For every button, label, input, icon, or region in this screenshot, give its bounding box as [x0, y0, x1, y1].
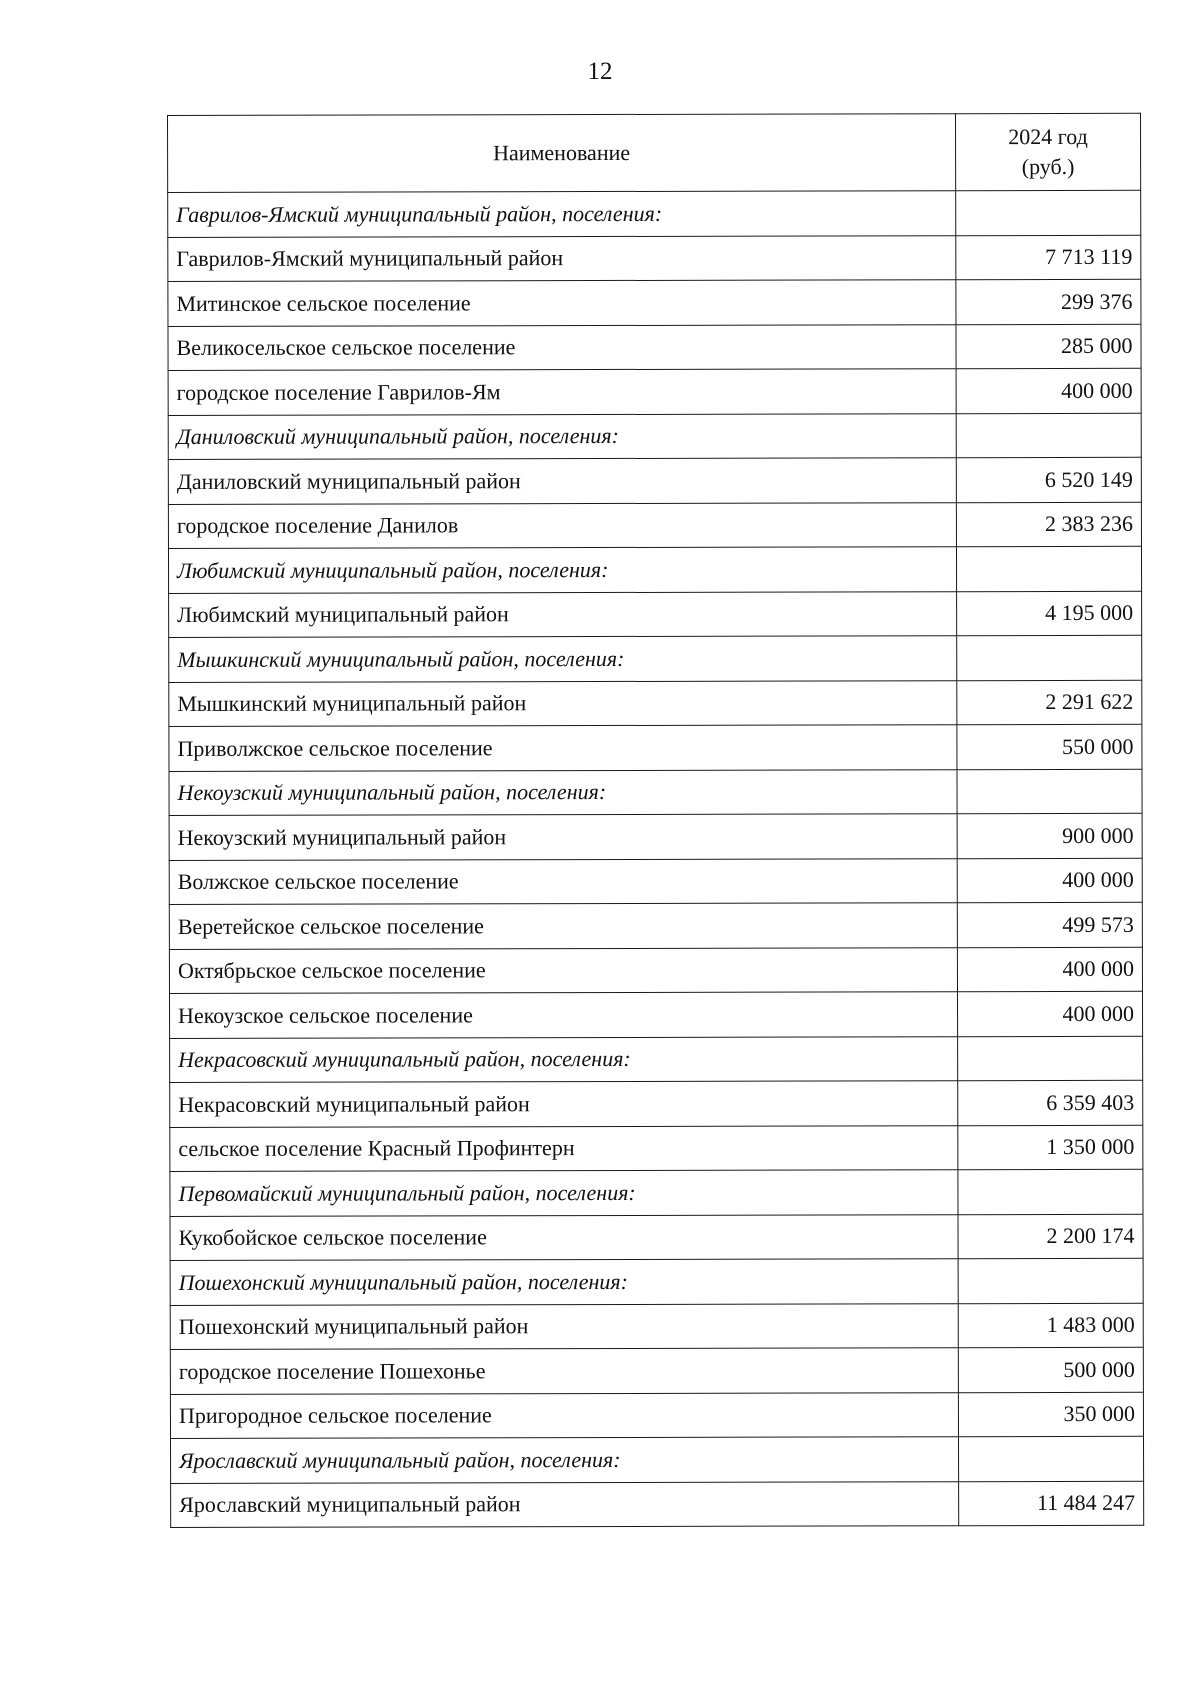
group-header-row [170, 1036, 1143, 1083]
table-row [170, 1303, 1143, 1350]
page-number: 12 [587, 58, 613, 85]
row-value: 2 291 622 [957, 680, 1142, 725]
row-value: 6 520 149 [956, 457, 1141, 502]
row-name: сельское поселение Красный Профинтерн [170, 1125, 958, 1171]
group-header-row [170, 1258, 1143, 1305]
row-name: Великосельское сельское поселение [168, 324, 956, 370]
group-title: Мышкинский муниципальный район, поселения: [169, 636, 957, 682]
table-body [168, 190, 1144, 1527]
group-header-row [168, 190, 1141, 237]
table-row [168, 279, 1141, 326]
group-header-row [170, 1169, 1143, 1216]
table-row [170, 1080, 1143, 1127]
table-row [169, 858, 1142, 905]
group-header-row [169, 769, 1142, 816]
row-name: городское поселение Пошехонье [170, 1348, 958, 1394]
row-value: 400 000 [957, 991, 1142, 1036]
row-value: 299 376 [956, 279, 1141, 324]
row-value: 1 350 000 [958, 1125, 1143, 1170]
row-value: 350 000 [958, 1392, 1143, 1437]
row-value [957, 769, 1142, 814]
group-title: Первомайский муниципальный район, поселения: [170, 1170, 958, 1216]
row-value: 400 000 [956, 368, 1141, 413]
row-value [958, 1258, 1143, 1303]
group-title: Пошехонский муниципальный район, поселения: [170, 1259, 958, 1305]
table-row [169, 947, 1142, 994]
row-value [959, 1436, 1144, 1481]
table-row [170, 1214, 1143, 1261]
group-header-row [171, 1436, 1144, 1483]
row-name: городское поселение Гаврилов-Ям [168, 369, 956, 415]
row-value: 7 713 119 [956, 235, 1141, 280]
table-row [170, 1347, 1143, 1394]
row-value [956, 546, 1141, 591]
table-row [169, 991, 1142, 1038]
row-name: Даниловский муниципальный район [168, 458, 956, 504]
budget-table [167, 113, 1144, 1528]
group-title: Даниловский муниципальный район, поселения: [168, 413, 956, 459]
row-value: 400 000 [957, 858, 1142, 903]
row-value [957, 635, 1142, 680]
header-year-line1: 2024 год [1008, 123, 1088, 150]
row-name: Некоузский муниципальный район [169, 814, 957, 860]
row-value: 499 573 [957, 902, 1142, 947]
group-title: Ярославский муниципальный район, поселения: [171, 1437, 959, 1483]
table-row [169, 680, 1142, 727]
row-value [956, 413, 1141, 458]
row-name: Некоузское сельское поселение [169, 992, 957, 1038]
row-value: 4 195 000 [957, 591, 1142, 636]
table-row [168, 368, 1141, 415]
group-title: Любимский муниципальный район, поселения: [168, 547, 956, 593]
group-title: Некоузский муниципальный район, поселения: [169, 769, 957, 815]
row-value: 2 383 236 [956, 502, 1141, 547]
row-name: Веретейское сельское поселение [169, 903, 957, 949]
table-row [168, 457, 1141, 504]
table-row [168, 502, 1141, 549]
table-row [169, 813, 1142, 860]
group-header-row [169, 635, 1142, 682]
table-row [171, 1481, 1144, 1528]
row-value: 550 000 [957, 724, 1142, 769]
row-name: Митинское сельское поселение [168, 280, 956, 326]
row-name: Пошехонский муниципальный район [170, 1303, 958, 1349]
group-header-row [168, 546, 1141, 593]
row-name: Пригородное сельское поселение [170, 1392, 958, 1438]
group-title: Некрасовский муниципальный район, поселения: [170, 1036, 958, 1082]
row-name: Некрасовский муниципальный район [170, 1081, 958, 1127]
table-row [170, 1392, 1143, 1439]
row-name: Мышкинский муниципальный район [169, 680, 957, 726]
row-name: Кукобойское сельское поселение [170, 1214, 958, 1260]
row-value: 1 483 000 [958, 1303, 1143, 1348]
row-value: 285 000 [956, 324, 1141, 369]
table-header-row [168, 113, 1141, 192]
row-name: Приволжское сельское поселение [169, 725, 957, 771]
row-name: городское поселение Данилов [168, 502, 956, 548]
group-title: Гаврилов-Ямский муниципальный район, поселения: [168, 191, 956, 237]
row-value [958, 1169, 1143, 1214]
row-name: Любимский муниципальный район [169, 591, 957, 637]
row-name: Гаврилов-Ямский муниципальный район [168, 235, 956, 281]
row-value [956, 190, 1141, 235]
table-row [168, 235, 1141, 282]
table-row [169, 902, 1142, 949]
row-value: 400 000 [957, 947, 1142, 992]
header-year-line2: (руб.) [1021, 153, 1075, 180]
row-value: 900 000 [957, 813, 1142, 858]
row-name: Ярославский муниципальный район [171, 1481, 959, 1527]
header-name: Наименование [168, 114, 956, 193]
row-value: 500 000 [958, 1347, 1143, 1392]
row-value [958, 1036, 1143, 1081]
row-name: Волжское сельское поселение [169, 858, 957, 904]
table-row [170, 1125, 1143, 1172]
table-row [169, 591, 1142, 638]
table-row [168, 324, 1141, 371]
table-row [169, 724, 1142, 771]
header-year [955, 113, 1140, 190]
row-value: 11 484 247 [959, 1481, 1144, 1526]
row-name: Октябрьское сельское поселение [169, 947, 957, 993]
group-header-row [168, 413, 1141, 460]
row-value: 6 359 403 [958, 1080, 1143, 1125]
row-value: 2 200 174 [958, 1214, 1143, 1259]
